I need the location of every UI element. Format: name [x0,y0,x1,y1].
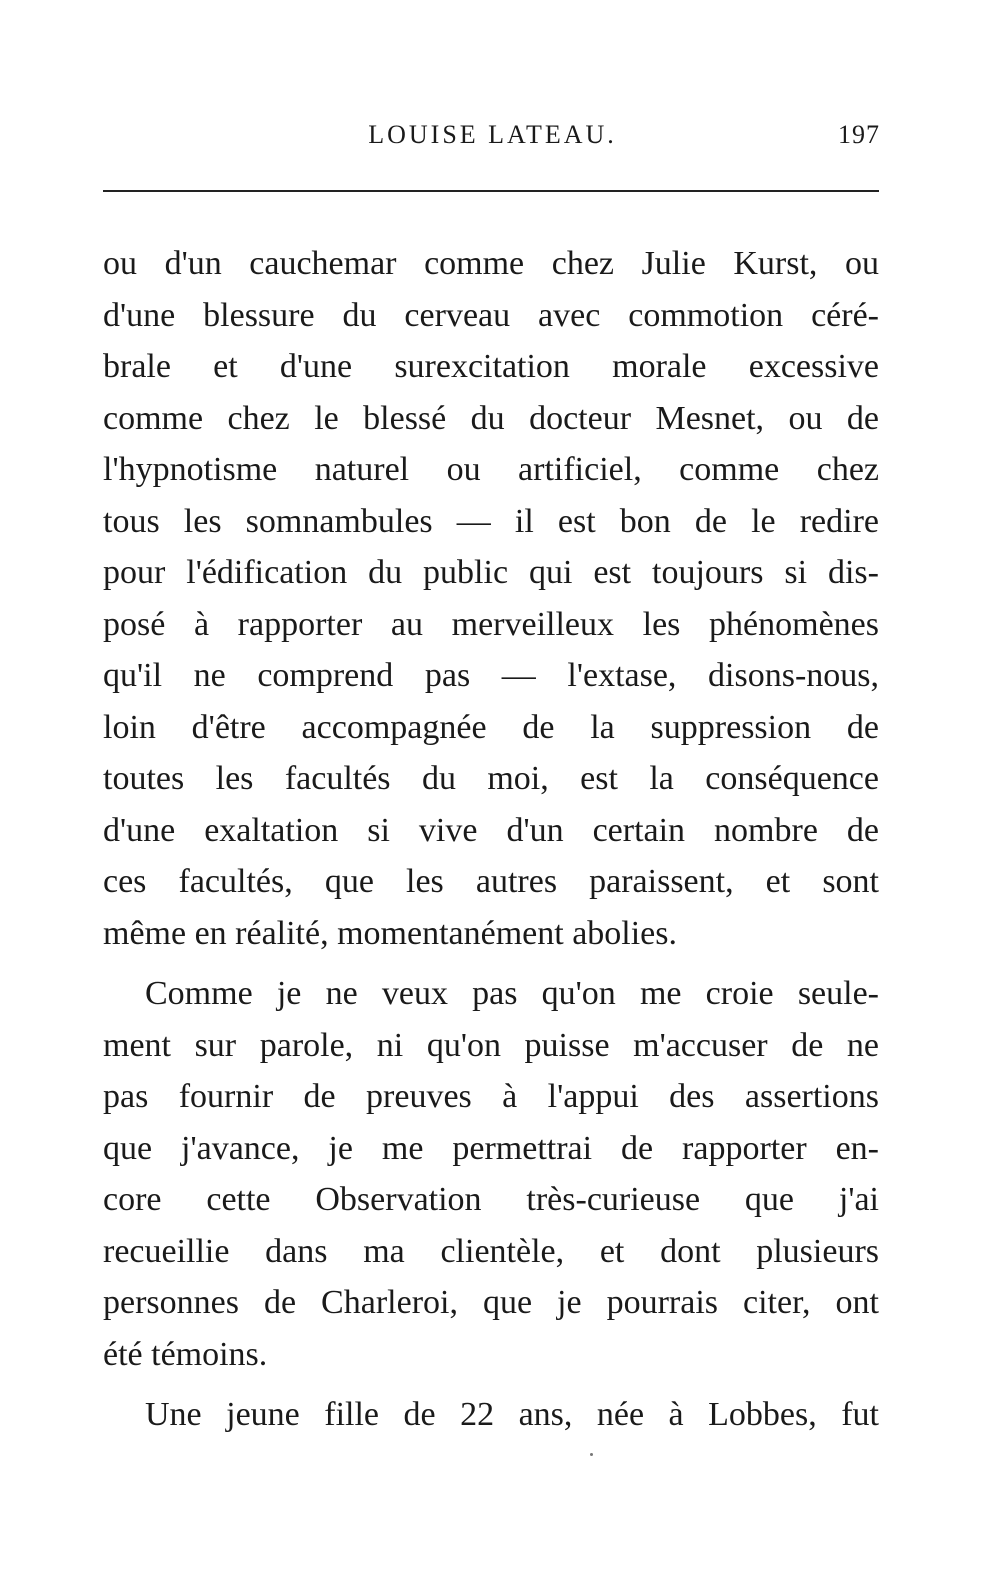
paragraph-spacer [103,959,879,968]
paragraph-spacer [103,1380,879,1389]
text-line: ou d'un cauchemar comme chez Julie Kurst, ou [103,245,879,282]
header-rule [103,190,879,192]
paragraph-1 [103,238,879,959]
paragraph-3 [103,1389,879,1441]
page-number: 197 [838,120,880,149]
text-line: tous les somnambules — il est bon de le redire [103,502,879,540]
text-line: Une jeune fille de 22 ans, née à Lobbes, fut [145,1396,879,1433]
text-line: même en réalité, momentanément abolies. [103,914,677,952]
text-line: recueillie dans ma clientèle, et dont plusieurs [103,1232,879,1270]
text-line: brale et d'une surexcitation morale excessive [103,348,879,385]
text-line: pour l'édification du public qui est toujours si dis- [103,554,879,591]
text-line: que j'avance, je me permettrai de rapporter en- [103,1129,879,1167]
ink-speck [590,1453,593,1456]
text-line: comme chez le blessé du docteur Mesnet, ou de [103,399,879,437]
text-line: core cette Observation très-curieuse que j'ai [103,1181,879,1218]
text-line: ment sur parole, ni qu'on puisse m'accuser de ne [103,1026,879,1064]
body-text [103,238,879,1441]
text-line: ces facultés, que les autres paraissent, et sont [103,863,879,900]
text-line: personnes de Charleroi, que je pourrais citer, ont [103,1284,879,1321]
text-line: d'une blessure du cerveau avec commotion céré- [103,296,879,334]
text-line: posé à rapporter au merveilleux les phénomènes [103,605,879,643]
text-line: pas fournir de preuves à l'appui des assertions [103,1078,879,1115]
running-title: LOUISE LATEAU. [368,120,617,149]
text-line: qu'il ne comprend pas — l'extase, disons-nous, [103,657,879,694]
paragraph-2 [103,968,879,1380]
running-head [105,120,880,160]
text-line: l'hypnotisme naturel ou artificiel, comme chez [103,451,879,488]
text-line: été témoins. [103,1335,268,1373]
text-line: Comme je ne veux pas qu'on me croie seule- [145,975,879,1012]
text-line: loin d'être accompagnée de la suppression de [103,708,879,746]
text-line: toutes les facultés du moi, est la conséquence [103,760,879,797]
text-line: d'une exaltation si vive d'un certain nombre de [103,811,879,849]
